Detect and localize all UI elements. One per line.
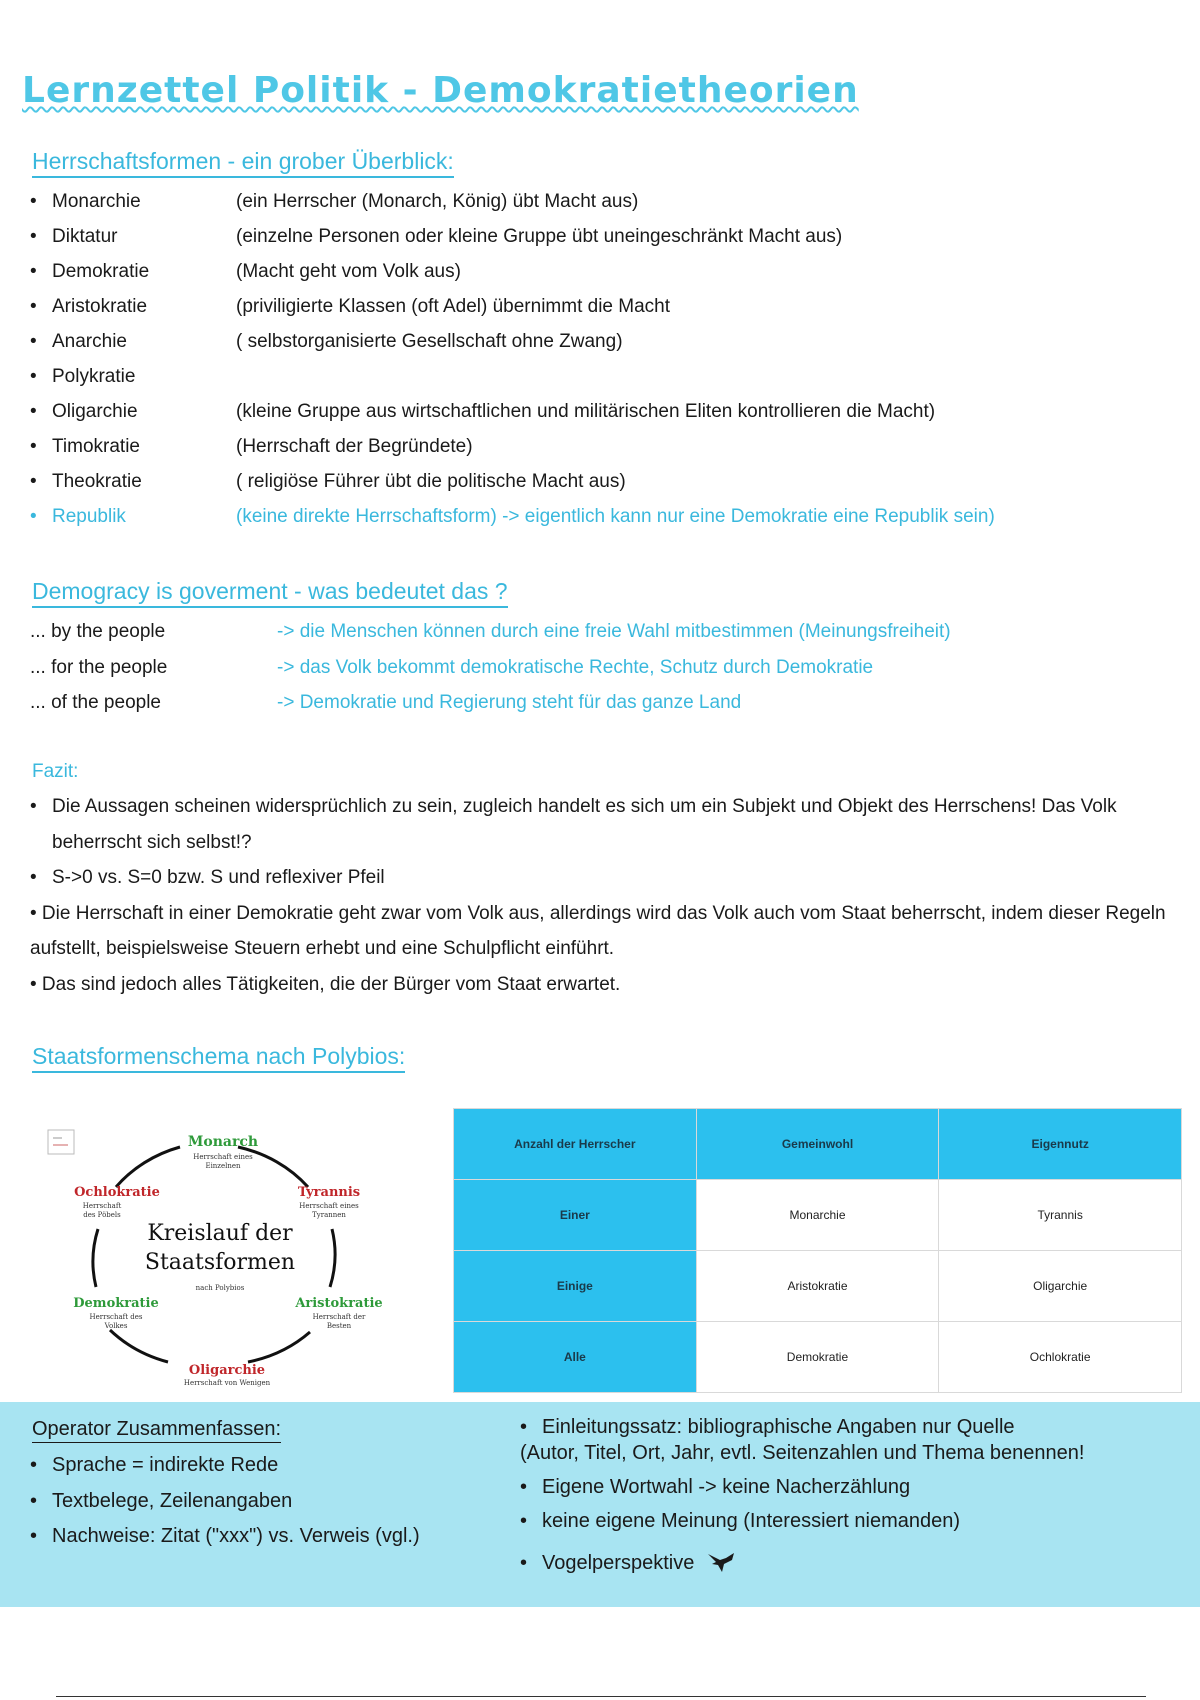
description: (einzelne Personen oder kleine Gruppe übt uneingeschränkt Macht aus) [236, 226, 843, 247]
bullet: • [30, 331, 37, 352]
tyrannis-sub: Herrschaft eines [299, 1202, 359, 1210]
bottom-divider [56, 1696, 1146, 1697]
term: Demokratie [52, 261, 150, 282]
cycle-arc [248, 1332, 310, 1362]
monarch-sub: Herrschaft eines [193, 1153, 253, 1161]
fazit-paragraph [30, 860, 1195, 896]
aristokratie-sub: Herrschaft der [312, 1313, 366, 1321]
monarch-sub: Einzelnen [205, 1162, 241, 1170]
term: Theokratie [52, 471, 142, 492]
operator-item: Einleitungssatz: bibliographische Angaben nur Quelle [542, 1416, 1015, 1438]
operator-item [542, 1546, 736, 1580]
bird-icon [706, 1550, 736, 1574]
term: ... for the people [30, 656, 168, 678]
operator-item-continuation: (Autor, Titel, Ort, Jahr, evtl. Seitenzahlen und Thema benennen! [520, 1442, 1085, 1464]
term: ... of the people [30, 692, 161, 713]
table-header: Eigennutz [939, 1109, 1182, 1180]
bullet: • [520, 1416, 528, 1438]
page-title: Lernzettel Politik - Demokratietheorien [22, 70, 859, 111]
table-cell: Ochlokratie [939, 1322, 1182, 1393]
polybios-table [453, 1108, 1182, 1393]
table-row-header: Einer [454, 1180, 697, 1251]
description: (keine direkte Herrschaftsform) -> eigentlich kann nur eine Demokratie eine Republik sein) [236, 506, 995, 527]
ochlokratie-sub: des Pöbels [83, 1211, 121, 1219]
bullet: • [30, 1525, 38, 1547]
description: -> Demokratie und Regierung steht für das ganze Land [277, 692, 742, 713]
table-cell: Tyrannis [939, 1180, 1182, 1251]
monarch-label: Monarch [187, 1134, 259, 1150]
fazit-label: Fazit: [32, 761, 79, 782]
operator-item: Nachweise: Zitat ("xxx") vs. Verweis (vgl.) [52, 1525, 420, 1547]
fazit-paragraph [30, 789, 1195, 860]
bullet: • [520, 1476, 528, 1498]
table-row [454, 1322, 1182, 1393]
bullet: • [30, 261, 37, 282]
bullet: • [30, 796, 37, 817]
term: Republik [52, 506, 126, 527]
term: Diktatur [52, 226, 118, 247]
list-item [520, 1546, 1084, 1580]
term: Aristokratie [52, 296, 148, 317]
demokratie-label: Demokratie [73, 1296, 159, 1311]
table-cell: Demokratie [696, 1322, 939, 1393]
bullet: • [520, 1552, 528, 1574]
description: (ein Herrscher (Monarch, König) übt Macht aus) [236, 191, 639, 212]
table-row-header: Einige [454, 1251, 697, 1322]
aristokratie-sub: Besten [326, 1322, 352, 1330]
term: Monarchie [52, 191, 141, 212]
small-image-icon [48, 1130, 74, 1154]
fazit-p4: • Das sind jedoch alles Tätigkeiten, die der Bürger vom Staat erwartet. [30, 973, 621, 995]
bullet: • [30, 226, 37, 247]
section-heading-democracy: Demogracy is goverment - was bedeutet das ? [32, 578, 508, 608]
description: (Macht geht vom Volk aus) [236, 261, 461, 282]
kreislauf-svg [40, 1112, 400, 1392]
bullet: • [30, 867, 37, 888]
operator-item: Sprache = indirekte Rede [52, 1454, 279, 1476]
section-heading-herrschaftsformen: Herrschaftsformen - ein grober Überblick: [32, 148, 454, 178]
term: Anarchie [52, 331, 127, 352]
ochlokratie-sub: Herrschaft [82, 1202, 122, 1210]
cycle-arc [330, 1229, 335, 1287]
description: (Herrschaft der Begründete) [236, 436, 473, 457]
bullet: • [30, 506, 37, 527]
tyrannis-label: Tyrannis [297, 1185, 361, 1200]
bullet: • [30, 296, 37, 317]
table-header: Gemeinwohl [696, 1109, 939, 1180]
fazit-p3: • Die Herrschaft in einer Demokratie geht zwar vom Volk aus, allerdings wird das Volk auch vom Staat beherrscht, indem dieser Regeln aufstellt, beispielsweise Steuern erhebt und eine Schulpflicht einführt. [30, 902, 1166, 959]
cycle-arc [93, 1229, 98, 1287]
operator-box [0, 1402, 1200, 1607]
list-item [520, 1410, 1084, 1444]
description: -> die Menschen können durch eine freie Wahl mitbestimmen (Meinungsfreiheit) [277, 621, 951, 642]
table-row [454, 1251, 1182, 1322]
description: (kleine Gruppe aus wirtschaftlichen und militärischen Eliten kontrollieren die Macht) [236, 401, 936, 422]
center-title: Staatsformen [144, 1250, 296, 1275]
description: ( selbstorganisierte Gesellschaft ohne Zwang) [236, 331, 623, 352]
table-cell: Aristokratie [696, 1251, 939, 1322]
oligarchie-label: Oligarchie [188, 1363, 266, 1378]
list-item [520, 1504, 1084, 1538]
cycle-arc [116, 1147, 180, 1187]
bullet: • [30, 436, 37, 457]
description: -> das Volk bekommt demokratische Rechte, Schutz durch Demokratie [277, 656, 874, 678]
list-item [520, 1470, 1084, 1504]
aristokratie-label: Aristokratie [295, 1296, 383, 1311]
section-heading-polybios: Staatsformenschema nach Polybios: [32, 1043, 405, 1073]
term: Oligarchie [52, 401, 138, 422]
table-row-header: Alle [454, 1322, 697, 1393]
table-cell: Monarchie [696, 1180, 939, 1251]
bullet: • [30, 366, 37, 387]
bullet: • [30, 191, 37, 212]
center-subtitle: nach Polybios [195, 1284, 245, 1292]
cycle-arc [110, 1330, 168, 1362]
operator-right-list [520, 1410, 1084, 1580]
oligarchie-sub: Herrschaft von Wenigen [183, 1379, 271, 1387]
table-cell: Oligarchie [939, 1251, 1182, 1322]
description: ( religiöse Führer übt die politische Macht aus) [236, 471, 626, 492]
tyrannis-sub: Tyrannen [312, 1211, 346, 1219]
fazit-text [30, 789, 1195, 1002]
bullet: • [30, 1489, 38, 1512]
term: Polykratie [52, 366, 136, 387]
operator-heading: Operator Zusammenfassen: [32, 1418, 281, 1443]
ochlokratie-label: Ochlokratie [74, 1185, 160, 1200]
fazit-p2: S->0 vs. S=0 bzw. S und reflexiver Pfeil [52, 867, 385, 888]
term: ... by the people [30, 621, 166, 642]
center-title: Kreislauf der [147, 1221, 293, 1246]
kreislauf-diagram [40, 1112, 400, 1392]
fazit-p1: Die Aussagen scheinen widersprüchlich zu sein, zugleich handelt es sich um ein Subjekt und Objekt des Herrschens! Das Volk beherrscht sich selbst!? [52, 796, 1117, 853]
operator-item: Textbelege, Zeilenangaben [52, 1489, 293, 1512]
bullet: • [30, 1454, 38, 1476]
operator-item-text: Vogelperspektive [542, 1552, 695, 1574]
table-row [454, 1180, 1182, 1251]
term: Timokratie [52, 436, 140, 457]
table-header-row [454, 1109, 1182, 1180]
bullet: • [30, 471, 37, 492]
table-header: Anzahl der Herrscher [454, 1109, 697, 1180]
bullet: • [30, 401, 37, 422]
operator-item: Eigene Wortwahl -> keine Nacherzählung [542, 1476, 911, 1498]
demokratie-sub: Volkes [104, 1322, 128, 1330]
operator-item: keine eigene Meinung (Interessiert niemanden) [542, 1510, 961, 1532]
description: (priviligierte Klassen (oft Adel) übernimmt die Macht [236, 296, 671, 317]
bullet: • [520, 1510, 528, 1532]
demokratie-sub: Herrschaft des [89, 1313, 143, 1321]
